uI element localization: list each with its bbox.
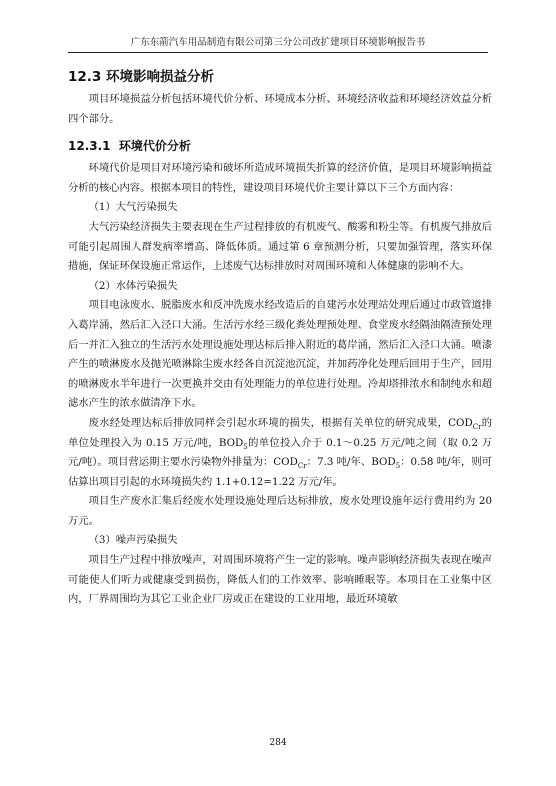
- page-content: [68, 66, 492, 610]
- paragraph-wastewater-treatment: 项目电泳废水、脱脂废水和反冲洗废水经改造后的自建污水处理站处理后通过市政管道排入葛岸涌，然后汇入泾口大涌。生活污水经三级化粪处理预处理、食堂废水经隔油隔渣预处理后一并汇入独立的生活污水处理设施处理达标后排入附近的葛岸涌，然后汇入泾口大涌。喷漆产生的喷淋废水及抛光喷淋除尘废水经各自沉淀池沉淀，并加药净化处理后回用于生产，回用的喷淋废水半年进行一次更换并交由有处理能力的单位进行处理。冷却塔排浓水和制纯水和超滤水产生的浓水做清净下水。: [68, 299, 492, 410]
- section-number: 12.3: [68, 69, 102, 85]
- intro-paragraph: 项目环境损益分析包括环境代价分析、环境成本分析、环境经济收益和环境经济效益分析四个部分。: [68, 93, 492, 125]
- item-noise-pollution: （3）噪声污染损失: [88, 534, 178, 547]
- paragraph-operating-cost: 项目生产废水汇集后经废水处理设施处理后达标排放，废水处理设施年运行费用约为 20 万元。: [68, 495, 492, 527]
- item-air-pollution: （1）大气污染损失: [88, 201, 178, 214]
- subsection-title-text: 环境代价分析: [118, 139, 191, 154]
- page-number: 284: [269, 738, 287, 748]
- running-header: 广东东箭汽车用品制造有限公司第三分公司改扩建项目环境影响报告书: [130, 37, 426, 48]
- subsection-number: 12.3.1: [68, 139, 111, 154]
- paragraph-air-pollution: 大气污染经济损失主要表现在生产过程排放的有机废气、酸雾和粉尘等。有机废气排放后可能引起周围人群发病率增高、降低体质。通过第 6 章预测分析，只要加强管理，落实环保措施，保证环保设施正常运作，上述废气达标排放时对周围环境和人体健康的影响不大。: [68, 220, 492, 273]
- paragraph-environmental-cost: 环境代价是项目对环境污染和破坏所造成环境损失折算的经济价值，是项目环境影响损益分析的核心内容。根据本项目的特性，建设项目环境代价主要计算以下三个方面内容：: [68, 162, 492, 194]
- subsection-heading: [68, 135, 492, 157]
- header-rule: [68, 52, 488, 53]
- section-title: [68, 66, 492, 88]
- paragraph-noise-pollution: 项目生产过程中排放噪声，对周围环境将产生一定的影响。噪声影响经济损失表现在噪声可能使人们听力或健康受到损伤，降低人们的工作效率、影响睡眠等。本项目在工业集中区内，厂界周围均为其它工业企业厂房或正在建设的工业用地，最近环境敏: [68, 554, 492, 606]
- subsection-title: [68, 135, 492, 157]
- section-title-text: 环境影响损益分析: [106, 69, 215, 85]
- paragraph-water-loss: 废水经处理达标后排放同样会引起水环境的损失，根据有关单位的研究成果，$COD_{Cr}$的单位处理投入为 0.15 万元/吨，$BOD_5$的单位投入介于 0.1～0.25 万元/吨之间（取 0.2 万元/吨）。项目营运期主要水污染物外排量为：$COD_{Cr}$：7.3 吨/年、$BOD_5$：0.58 吨/年，则可估算出项目引起的水环境损失约 1.1+0.12=1.22 万元/年。: [68, 416, 492, 488]
- item-water-pollution: （2）水体污染损失: [88, 279, 178, 292]
- section-heading: [68, 66, 492, 88]
